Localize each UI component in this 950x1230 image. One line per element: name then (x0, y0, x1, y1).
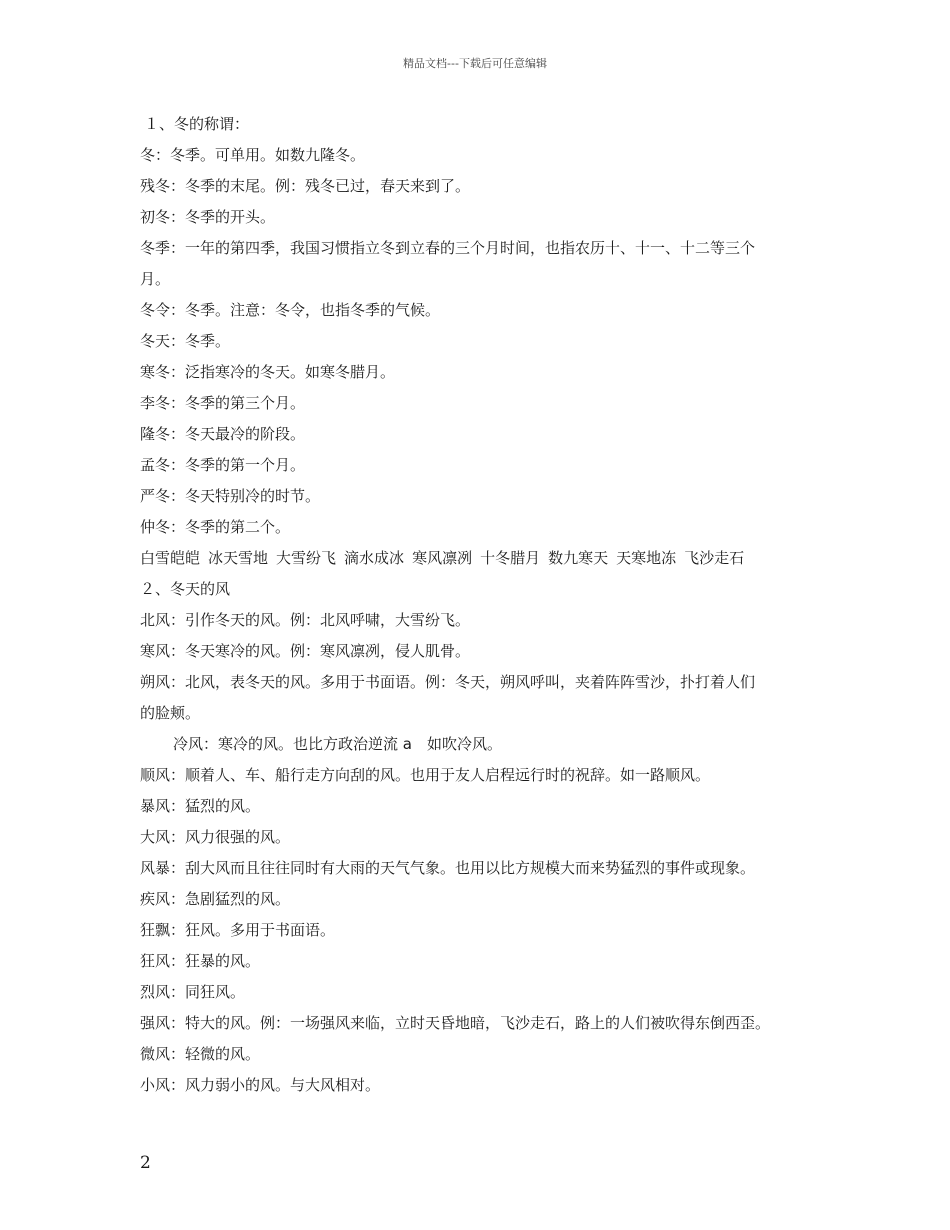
text-line: 隆冬：冬天最冷的阶段。 (140, 425, 306, 443)
text-line: 李冬：冬季的第三个月。 (140, 394, 306, 412)
text-line: 冬令：冬季。注意：冬令，也指冬季的气候。 (140, 301, 441, 319)
page-number: 2 (140, 1153, 151, 1173)
text-line: 暴风：猛烈的风。 (140, 797, 261, 815)
phrase: 滴水成冰 (344, 549, 405, 567)
phrase: 寒风凛冽 (412, 549, 473, 567)
text-line: 冬天：冬季。 (140, 332, 231, 350)
text-line: 疾风：急剧猛烈的风。 (140, 890, 291, 908)
page-header: 精品文档---下载后可任意编辑 (403, 57, 547, 70)
text-line: 大风：风力很强的风。 (140, 828, 291, 846)
phrase: 冰天雪地 (208, 549, 269, 567)
phrase: 天寒地冻 (616, 549, 677, 567)
text-line: 残冬：冬季的末尾。例：残冬已过，春天来到了。 (140, 177, 471, 195)
phrase: 白雪皑皑 (140, 549, 201, 567)
text-line: 仲冬：冬季的第二个。 (140, 518, 291, 536)
text-line: 狂风：狂暴的风。 (140, 952, 261, 970)
text-line: 月。 (140, 270, 171, 288)
text-line: 冬季：一年的第四季，我国习惯指立冬到立春的三个月时间，也指农历十、十一、十二等三个 (140, 239, 756, 257)
text-line: 狂飘：狂风。多用于书面语。 (140, 921, 336, 939)
phrase: 十冬腊月 (480, 549, 541, 567)
text-line: ２、冬天的风 (140, 580, 231, 598)
text-line: 孟冬：冬季的第一个月。 (140, 456, 306, 474)
text-line: 初冬：冬季的开头。 (140, 208, 276, 226)
text-line: 风暴：刮大风而且往往同时有大雨的天气气象。也用以比方规模大而来势猛烈的事件或现象。 (140, 859, 756, 877)
text-line: 的脸颊。 (140, 704, 201, 722)
phrase-line (140, 543, 830, 574)
text-line: 烈风：同狂风。 (140, 983, 246, 1001)
text-line: 北风：引作冬天的风。例：北风呼啸，大雪纷飞。 (140, 611, 471, 629)
text-line: 微风：轻微的风。 (140, 1045, 261, 1063)
text-line: 顺风：顺着人、车、船行走方向刮的风。也用于友人启程远行时的祝辞。如一路顺风。 (140, 766, 711, 784)
document-body (140, 109, 830, 1101)
text-line: 冷风：寒冷的风。也比方政治逆流 a 如吹冷风。 (173, 735, 502, 753)
text-line: 小风：风力弱小的风。与大风相对。 (140, 1076, 381, 1094)
phrase: 大雪纷飞 (276, 549, 337, 567)
text-line: 强风：特大的风。例：一场强风来临，立时天昏地暗，飞沙走石，路上的人们被吹得东倒西歪。 (140, 1014, 771, 1032)
phrase: 数九寒天 (548, 549, 609, 567)
text-line: 寒冬：泛指寒冷的冬天。如寒冬腊月。 (140, 363, 396, 381)
text-line: 冬：冬季。可单用。如数九隆冬。 (140, 146, 366, 164)
text-line: １、冬的称谓： (144, 115, 250, 133)
text-line: 寒风：冬天寒冷的风。例：寒风凛冽，侵人肌骨。 (140, 642, 471, 660)
text-line: 严冬：冬天特别冷的时节。 (140, 487, 321, 505)
text-line: 朔风：北风，表冬天的风。多用于书面语。例：冬天，朔风呼叫，夹着阵阵雪沙，扑打着人们 (140, 673, 756, 691)
phrase: 飞沙走石 (684, 549, 745, 567)
